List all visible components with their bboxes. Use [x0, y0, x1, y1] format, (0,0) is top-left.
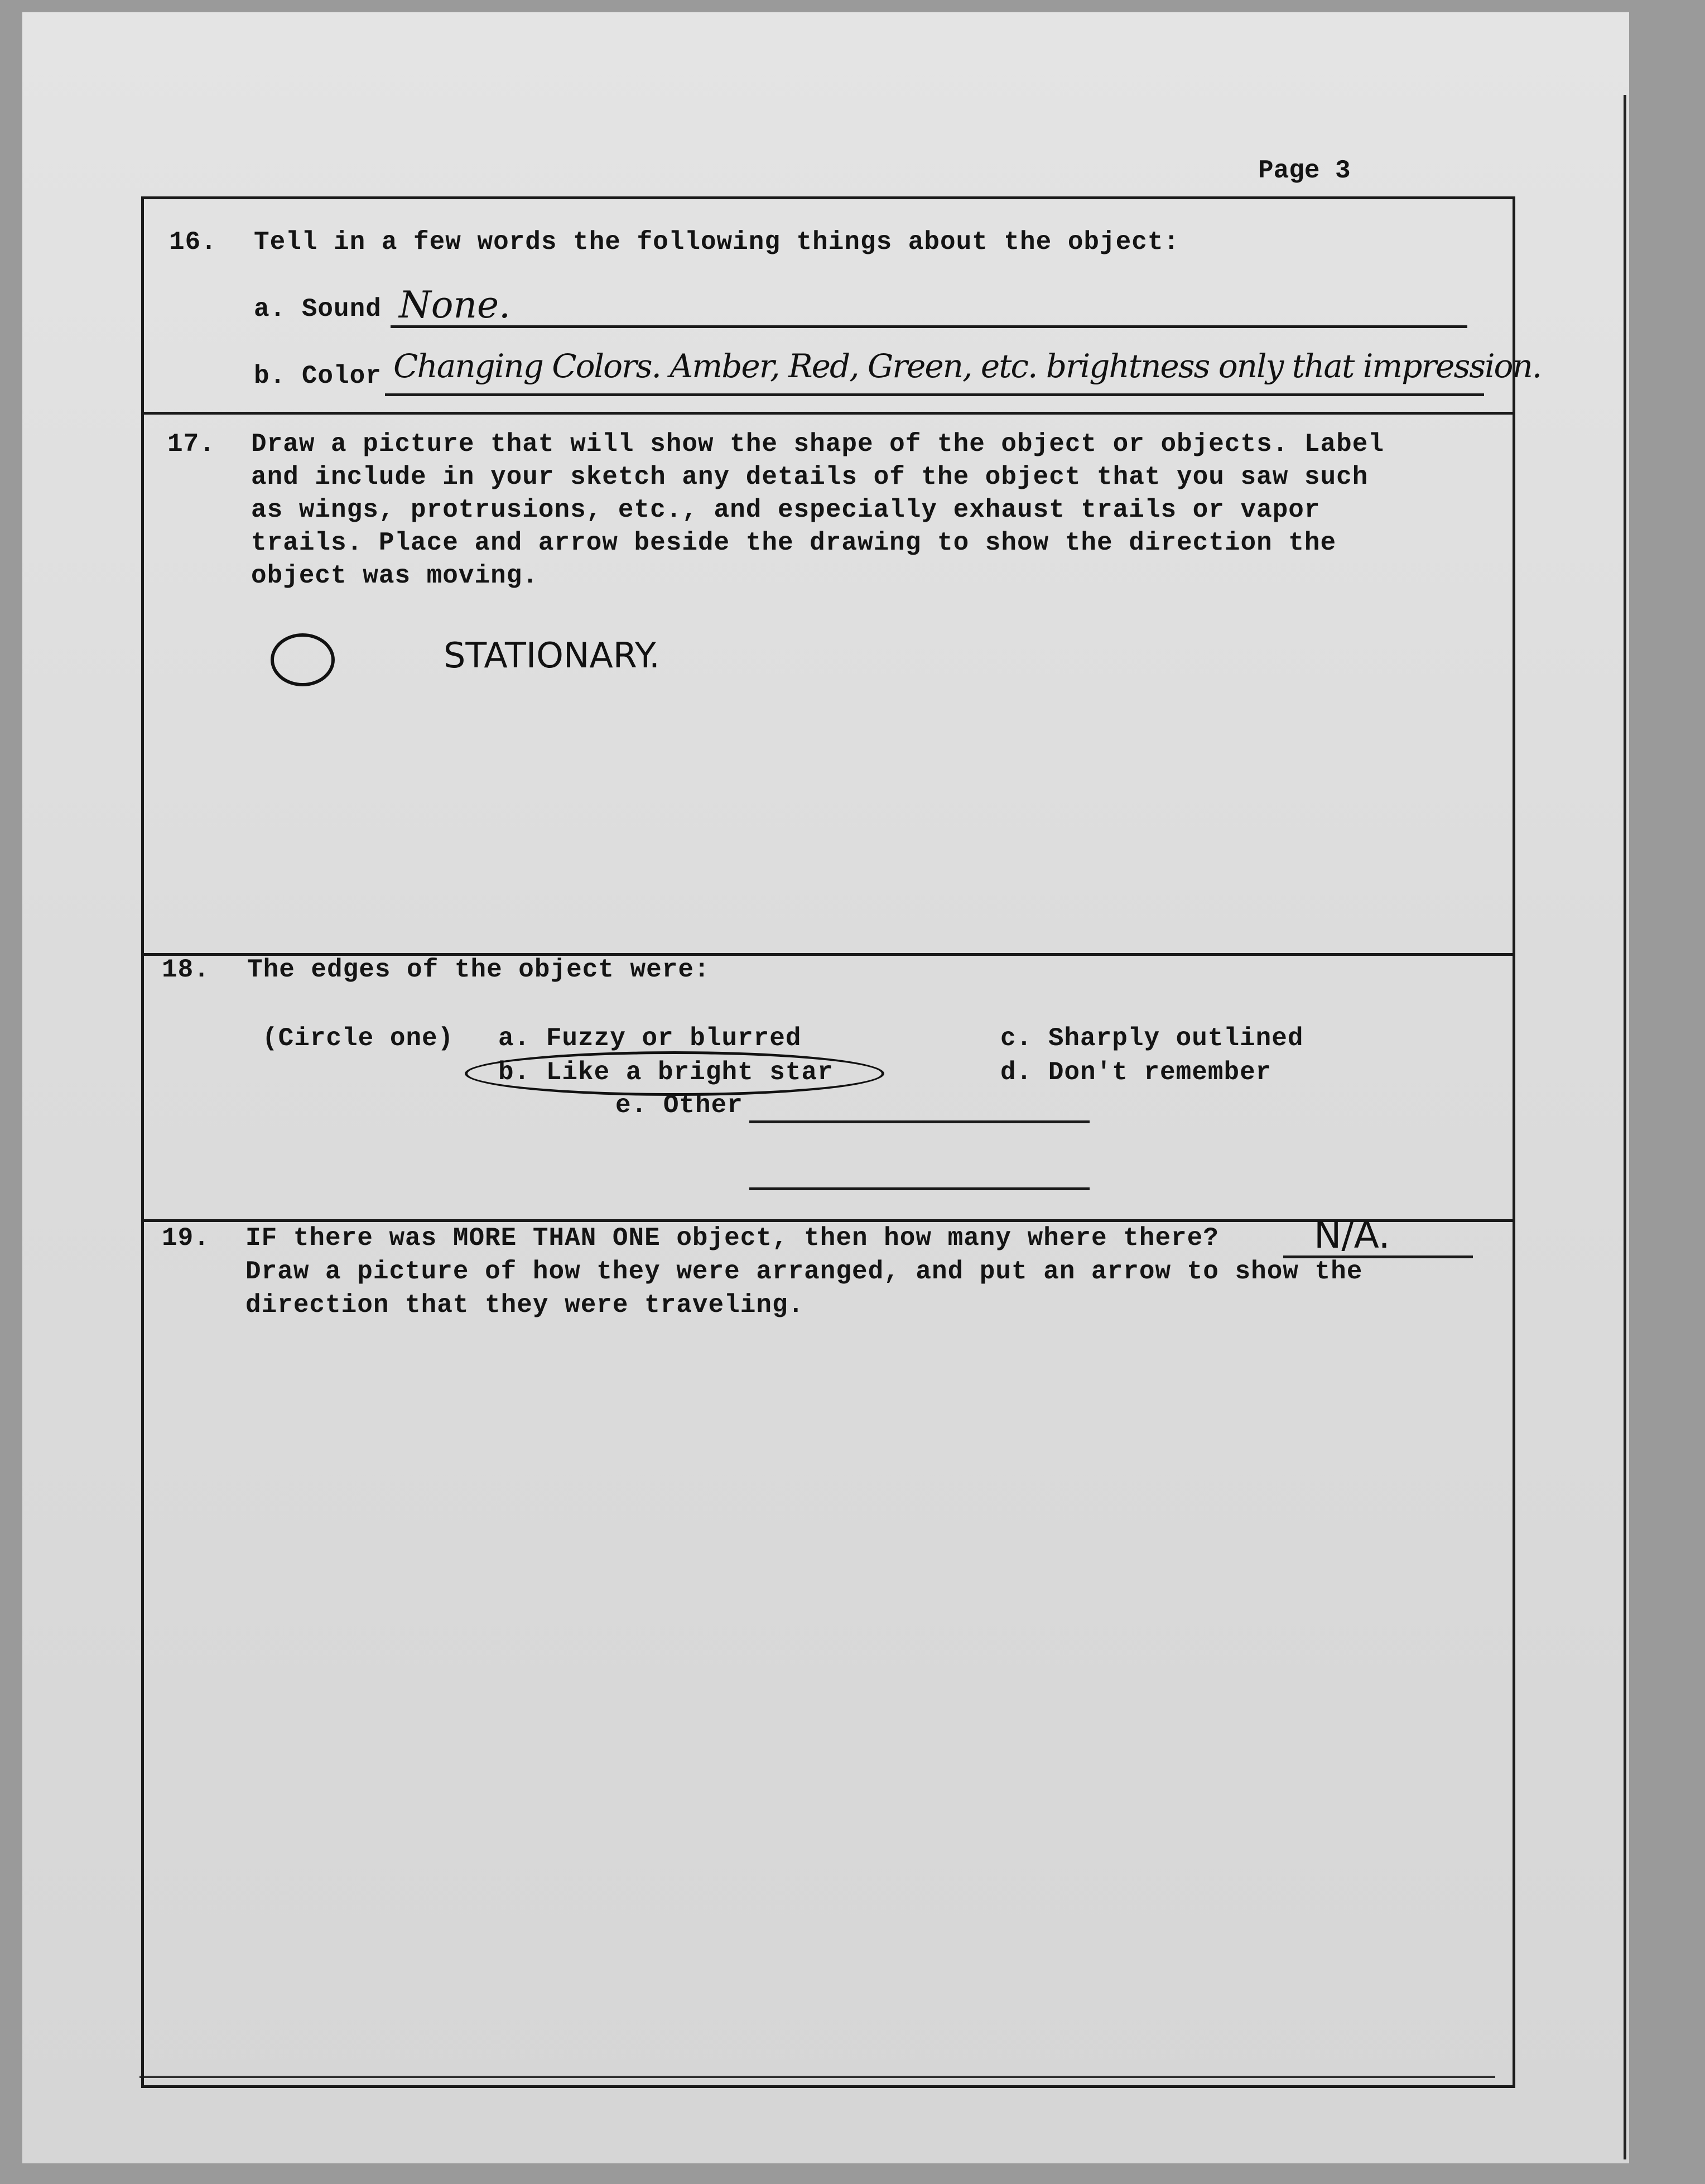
q17-line-1: Draw a picture that will show the shape of the object or objects. Label [251, 430, 1384, 459]
q16-sound-line [391, 325, 1467, 328]
q18-instruction: (Circle one) [262, 1024, 454, 1053]
q19-line-2: Draw a picture of how they were arranged, and put an arrow to show the [245, 1257, 1363, 1286]
sketch-circle[interactable] [271, 633, 335, 686]
q19-answer[interactable]: N/A. [1314, 1214, 1390, 1257]
q18-option-b-circle [465, 1051, 884, 1096]
divider-16-17 [141, 412, 1515, 415]
q18-other-line-1 [749, 1120, 1090, 1123]
q17-sketch-label[interactable]: STATIONARY. [444, 635, 660, 676]
q19-number: 19. [162, 1224, 210, 1253]
q19-line-3: direction that they were traveling. [245, 1291, 805, 1320]
q18-option-d[interactable]: d. Don't remember [1000, 1058, 1272, 1087]
q16-sound-answer[interactable]: None. [399, 283, 511, 326]
q17-line-5: object was moving. [251, 561, 538, 590]
q16-color-label: b. Color [254, 362, 382, 391]
q18-option-e[interactable]: e. Other [615, 1091, 743, 1120]
page-number: Page 3 [1258, 156, 1351, 185]
q18-option-c[interactable]: c. Sharply outlined [1000, 1024, 1304, 1053]
q18-option-b[interactable]: b. Like a bright star [498, 1058, 834, 1087]
q17-line-3: as wings, protrusions, etc., and especially exhaust trails or vapor [251, 496, 1321, 525]
q18-number: 18. [162, 955, 210, 984]
q16-prompt: Tell in a few words the following things about the object: [254, 228, 1180, 257]
q16-color-line [385, 393, 1484, 396]
divider-18-19 [141, 1219, 1515, 1222]
q17-line-4: trails. Place and arrow beside the drawing to show the direction the [251, 528, 1337, 557]
q17-number: 17. [167, 430, 215, 459]
q17-line-2: and include in your sketch any details of the object that you saw such [251, 463, 1369, 492]
q18-other-line-2 [749, 1187, 1090, 1190]
q16-sound-label: a. Sound [254, 295, 382, 324]
q19-line-1: IF there was MORE THAN ONE object, then how many where there? [245, 1224, 1219, 1253]
q16-color-answer[interactable]: Changing Colors. Amber, Red, Green, etc. brightness only that impression. [393, 347, 1542, 385]
right-page-edge [1624, 95, 1626, 2159]
q16-number: 16. [169, 228, 217, 257]
q18-prompt: The edges of the object were: [247, 955, 710, 984]
q18-option-a[interactable]: a. Fuzzy or blurred [498, 1024, 802, 1053]
